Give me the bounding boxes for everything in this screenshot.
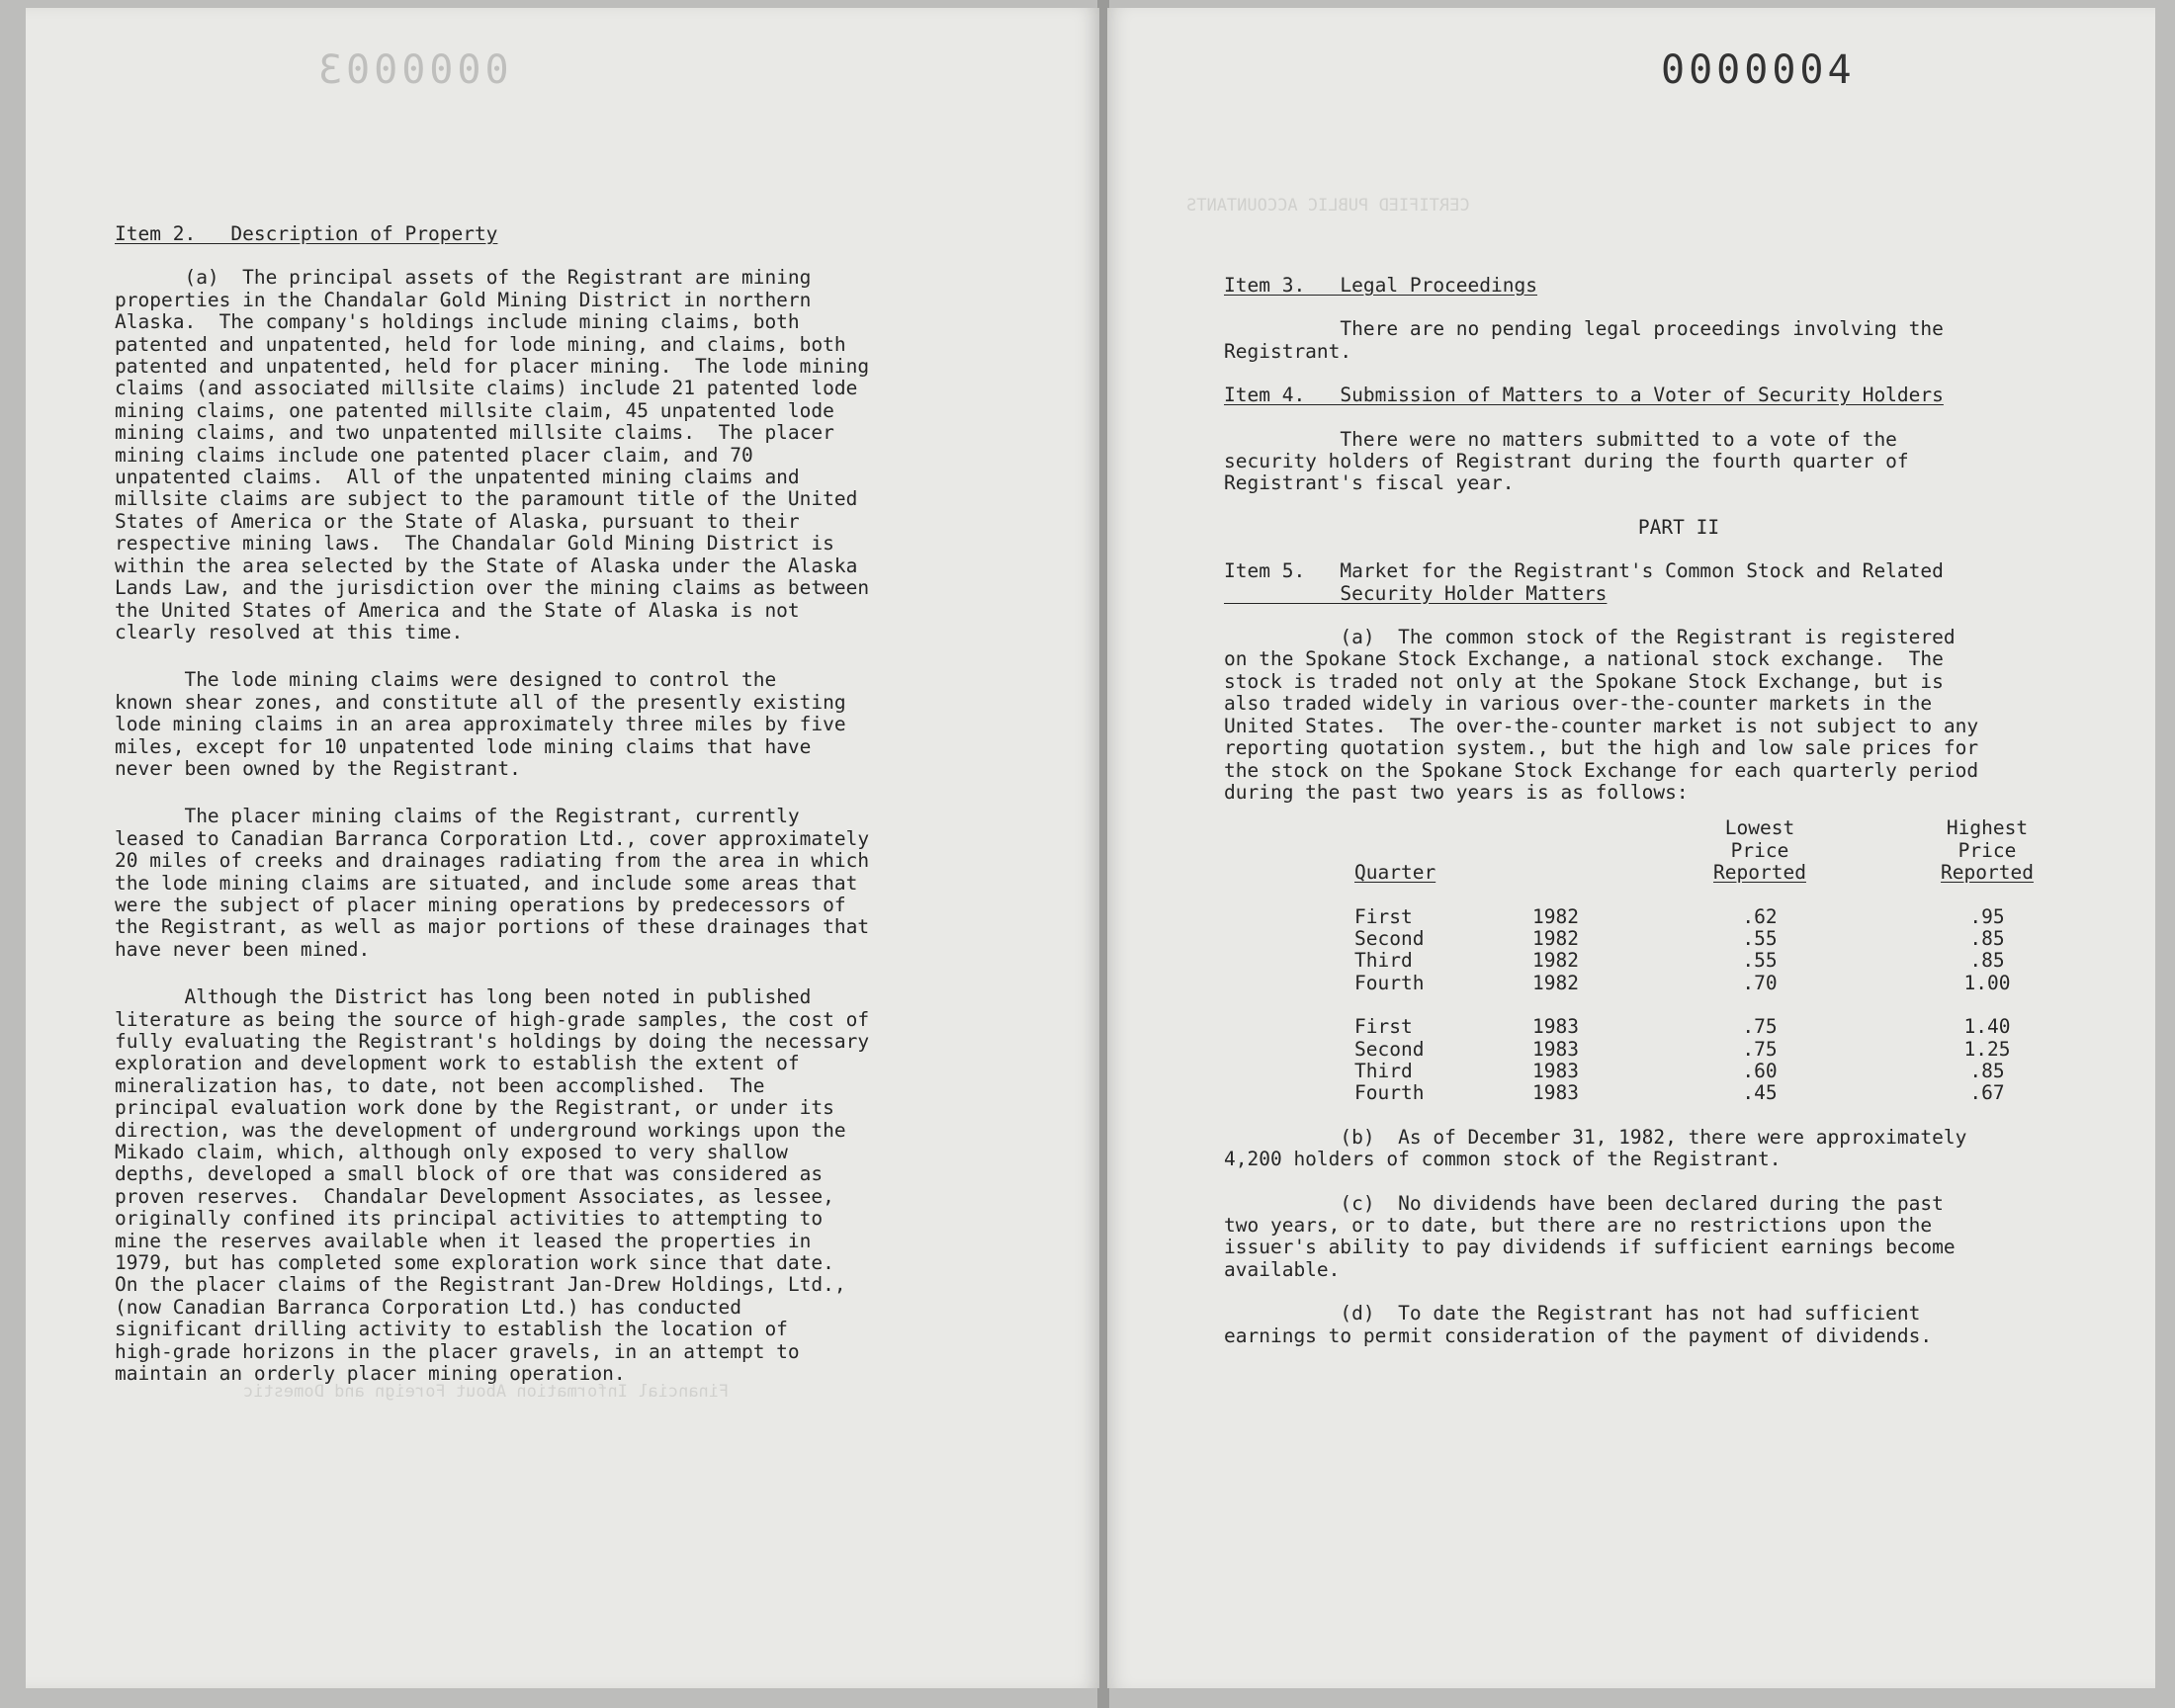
col-lowest-line2: Price (1730, 838, 1789, 862)
left-page-number: 0000003 (314, 47, 509, 93)
table-row: Third 1983 .60 .85 (1354, 1059, 2005, 1082)
col-highest-line3: Reported (1941, 861, 2034, 885)
bleed-through-text: Financial Information About Foreign and Domestic (243, 1382, 730, 1402)
col-lowest-line1: Lowest (1724, 816, 1795, 840)
table-row: First 1982 .62 .95 (1354, 904, 2005, 928)
item5d-text: (d) To date the Registrant has not had sufficient earnings to permit consideration of the payment of dividends. (1224, 1302, 1933, 1347)
item2-heading: Item 2. Description of Property (115, 222, 498, 245)
table-row: Third 1982 .55 .85 (1354, 949, 2005, 973)
item3-text: There are no pending legal proceedings involving the Registrant. (1224, 317, 1944, 363)
left-column (115, 223, 1093, 1386)
col-highest-line2: Price (1958, 838, 2017, 862)
item5c-text: (c) No dividends have been declared during the past two years, or to date, but there are no restrictions upon the issuer's ability to pay dividends if sufficient earnings become available. (1224, 1191, 1956, 1281)
bleed-through-text: CERTIFIED PUBLIC ACCOUNTANTS (1186, 196, 1470, 215)
table-row: First 1983 .75 1.40 (1354, 1015, 2011, 1039)
item4-text: There were no matters submitted to a vote of the security holders of Registrant during the fourth quarter of Registrant's fiscal year. (1224, 427, 1909, 495)
right-page-number: 0000004 (1661, 47, 1856, 93)
table-row: Fourth 1983 .45 .67 (1354, 1081, 2005, 1105)
item5a-text: (a) The common stock of the Registrant is registered on the Spokane Stock Exchange, a national stock exchange. The stock is traded not only at the Spokane Stock Exchange, but is also traded widely in various over-the-counter markets in the United States. The over-the-counter market is not subject to any reporting quotation system., but the high and low sale prices for the stock on the Spokane Stock Exchange for each quarterly period during the past two years is as follows: (1224, 626, 1979, 804)
col-quarter: Quarter (1354, 861, 1436, 885)
item5-heading-line2: Security Holder Matters (1224, 581, 1608, 605)
col-highest-line1: Highest (1946, 816, 2029, 840)
item2-paragraph-placer: The placer mining claims of the Registrant, currently leased to Canadian Barranca Corporation Ltd., cover approximately 20 miles of creeks and drainages radiating from the area in which the lode mining claims are situated, and include some areas that were the subject of placer mining operations by predecessors of the Registrant, as well as major portions of these drainages that have never been mined. (115, 805, 870, 961)
col-lowest-line3: Reported (1713, 861, 1806, 885)
right-page (1107, 8, 2155, 1688)
item2-paragraph-a: (a) The principal assets of the Registrant are mining properties in the Chandalar Gold Mining District in northern Alaska. The company's holdings include mining claims, both patented and unpatented, held for lode mining, and claims, both patented and unpatented, held for placer mining. The lode mining claims (and associated millsite claims) include 21 patented lode mining claims, one patented millsite claim, 45 unpatented lode mining claims, and two unpatented millsite claims. The placer mining claims include one patented placer claim, and 70 unpatented claims. All of the unpatented mining claims and millsite claims are subject to the paramount title of the United States of America or the State of Alaska, pursuant to their respective mining laws. The Chandalar Gold Mining District is within the area selected by the State of Alaska under the Alaska Lands Law, and the jurisdiction over the mining claims as between the United States of America and the State of Alaska is not clearly resolved at this time. (115, 266, 870, 643)
item2-paragraph-lode: The lode mining claims were designed to control the known shear zones, and constitute all of the presently existing lode mining claims in an area approximately three miles by five miles, except for 10 unpatented lode mining claims that have never been owned by the Registrant. (115, 668, 846, 780)
table-row: Second 1983 .75 1.25 (1354, 1037, 2011, 1061)
item2-paragraph-evaluation: Although the District has long been noted in published literature as being the source of high-grade samples, the cost of fully evaluating the Registrant's holdings by doing the necessary exploration and development work to establish the extent of mineralization has, to date, not been accomplished. The principal evaluation work done by the Registrant, or under its direction, was the development of underground workings upon the Mikado claim, which, although only exposed to very shallow depths, developed a small block of ore that was considered as proven reserves. Chandalar Development Associates, as lessee, originally confined its principal activities to attempting to mine the reserves available when it leased the properties in 1979, but has completed some exploration work since that date. On the placer claims of the Registrant Jan-Drew Holdings, Ltd., (now Canadian Barranca Corporation Ltd.) has conducted significant drilling activity to establish the location of high-grade horizons in the placer gravels, in an attempt to maintain an orderly placer mining operation. (115, 985, 870, 1386)
right-column (1224, 275, 2133, 1347)
table-row: Fourth 1982 .70 1.00 (1354, 971, 2011, 994)
stock-price-table (1354, 817, 2096, 1104)
item5-heading-line1: Item 5. Market for the Registrant's Common Stock and Related (1224, 559, 1944, 583)
left-page (26, 8, 1099, 1688)
item4-heading: Item 4. Submission of Matters to a Voter of Security Holders (1224, 384, 1944, 407)
item5b-text: (b) As of December 31, 1982, there were approximately 4,200 holders of common stock of the Registrant. (1224, 1125, 1967, 1171)
part-ii-title: PART II (1637, 515, 1720, 539)
item3-heading: Item 3. Legal Proceedings (1224, 274, 1537, 297)
table-row: Second 1982 .55 .85 (1354, 926, 2005, 950)
